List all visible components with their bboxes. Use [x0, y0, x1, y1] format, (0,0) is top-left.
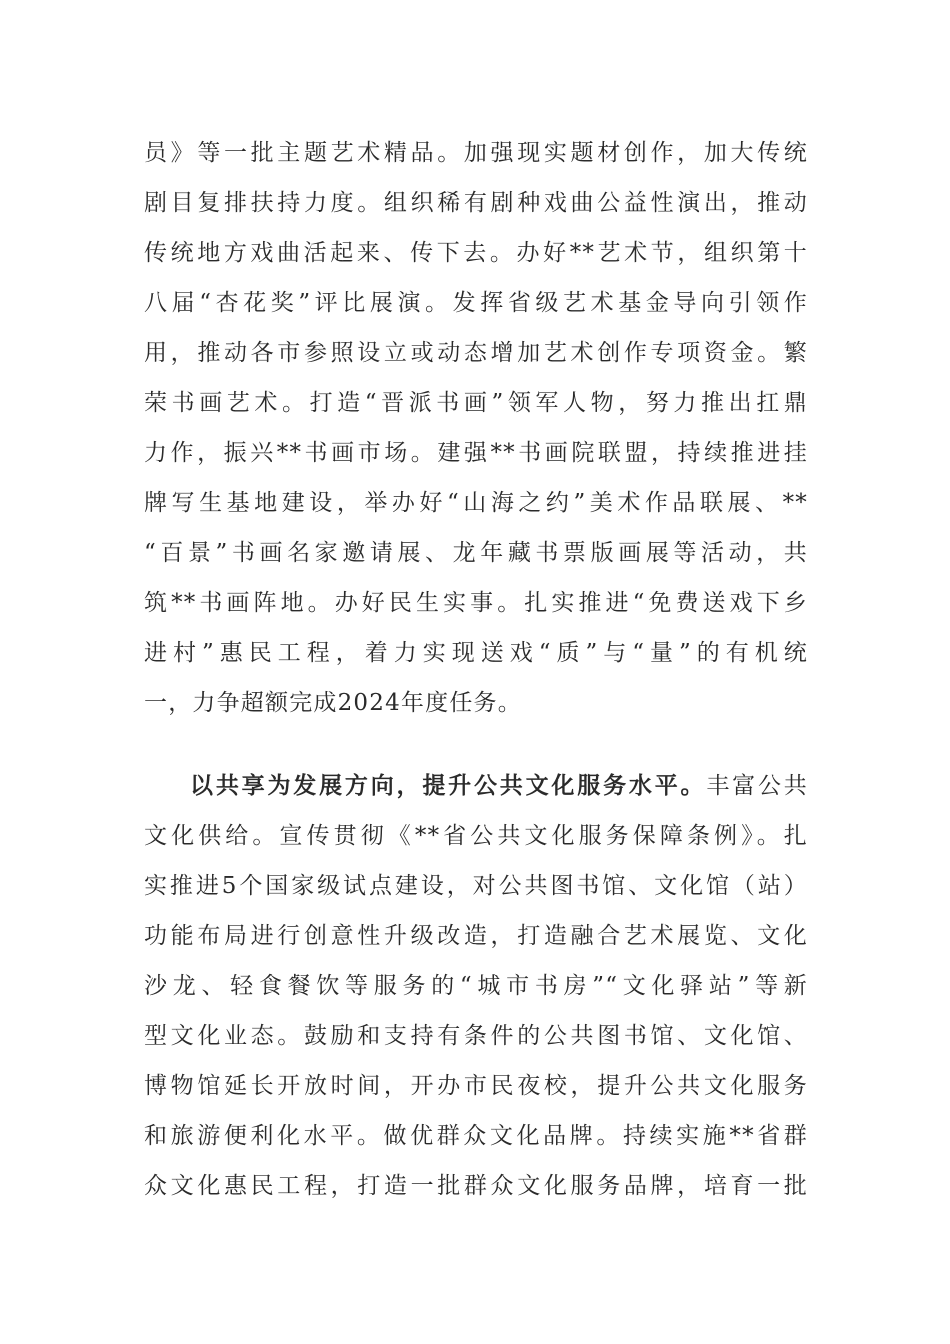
paragraph-line: 型文化业态。鼓励和支持有条件的公共图书馆、文化馆、	[144, 1023, 808, 1049]
paragraph-line: 八届“杏花奖”评比展演。发挥省级艺术基金导向引领作	[144, 290, 808, 316]
paragraph-line: 实推进5个国家级试点建设，对公共图书馆、文化馆（站）	[144, 873, 808, 899]
paragraph-line: 功能布局进行创意性升级改造，打造融合艺术展览、文化	[144, 923, 808, 949]
document-body	[144, 128, 808, 1211]
paragraph-line: 和旅游便利化水平。做优群众文化品牌。持续实施**省群	[144, 1123, 808, 1149]
paragraph-line: 沙龙、轻食餐饮等服务的“城市书房”“文化驿站”等新	[144, 973, 808, 999]
paragraph-spacing	[144, 728, 808, 761]
paragraph-line: 员》等一批主题艺术精品。加强现实题材创作，加大传统	[144, 140, 808, 166]
paragraph-line: 传统地方戏曲活起来、传下去。办好**艺术节，组织第十	[144, 240, 808, 266]
paragraph-first-line	[144, 761, 808, 811]
paragraph-public-culture	[144, 761, 808, 1211]
paragraph-line: “百景”书画名家邀请展、龙年藏书票版画展等活动，共	[144, 540, 808, 566]
paragraph-line: 进村”惠民工程，着力实现送戏“质”与“量”的有机统	[144, 640, 808, 666]
paragraph-line: 文化供给。宣传贯彻《**省公共文化服务保障条例》。扎	[144, 823, 808, 849]
paragraph-line: 用，推动各市参照设立或动态增加艺术创作专项资金。繁	[144, 340, 808, 366]
paragraph-line: 筑**书画阵地。办好民生实事。扎实推进“免费送戏下乡	[144, 590, 808, 616]
paragraph-line: 剧目复排扶持力度。组织稀有剧种戏曲公益性演出，推动	[144, 190, 808, 216]
paragraph-line: 众文化惠民工程，打造一批群众文化服务品牌，培育一批	[144, 1173, 808, 1199]
paragraph-line: 一，力争超额完成2024年度任务。	[144, 690, 522, 716]
paragraph-line: 博物馆延长开放时间，开办市民夜校，提升公共文化服务	[144, 1073, 808, 1099]
paragraph-art-works	[144, 128, 808, 728]
paragraph-line: 力作，振兴**书画市场。建强**书画院联盟，持续推进挂	[144, 440, 808, 466]
section-heading: 以共享为发展方向，提升公共文化服务水平。	[190, 772, 707, 799]
paragraph-line: 牌写生基地建设，举办好“山海之约”美术作品联展、**	[144, 490, 808, 516]
paragraph-text: 丰富公共	[706, 773, 808, 799]
paragraph-line: 荣书画艺术。打造“晋派书画”领军人物，努力推出扛鼎	[144, 390, 808, 416]
